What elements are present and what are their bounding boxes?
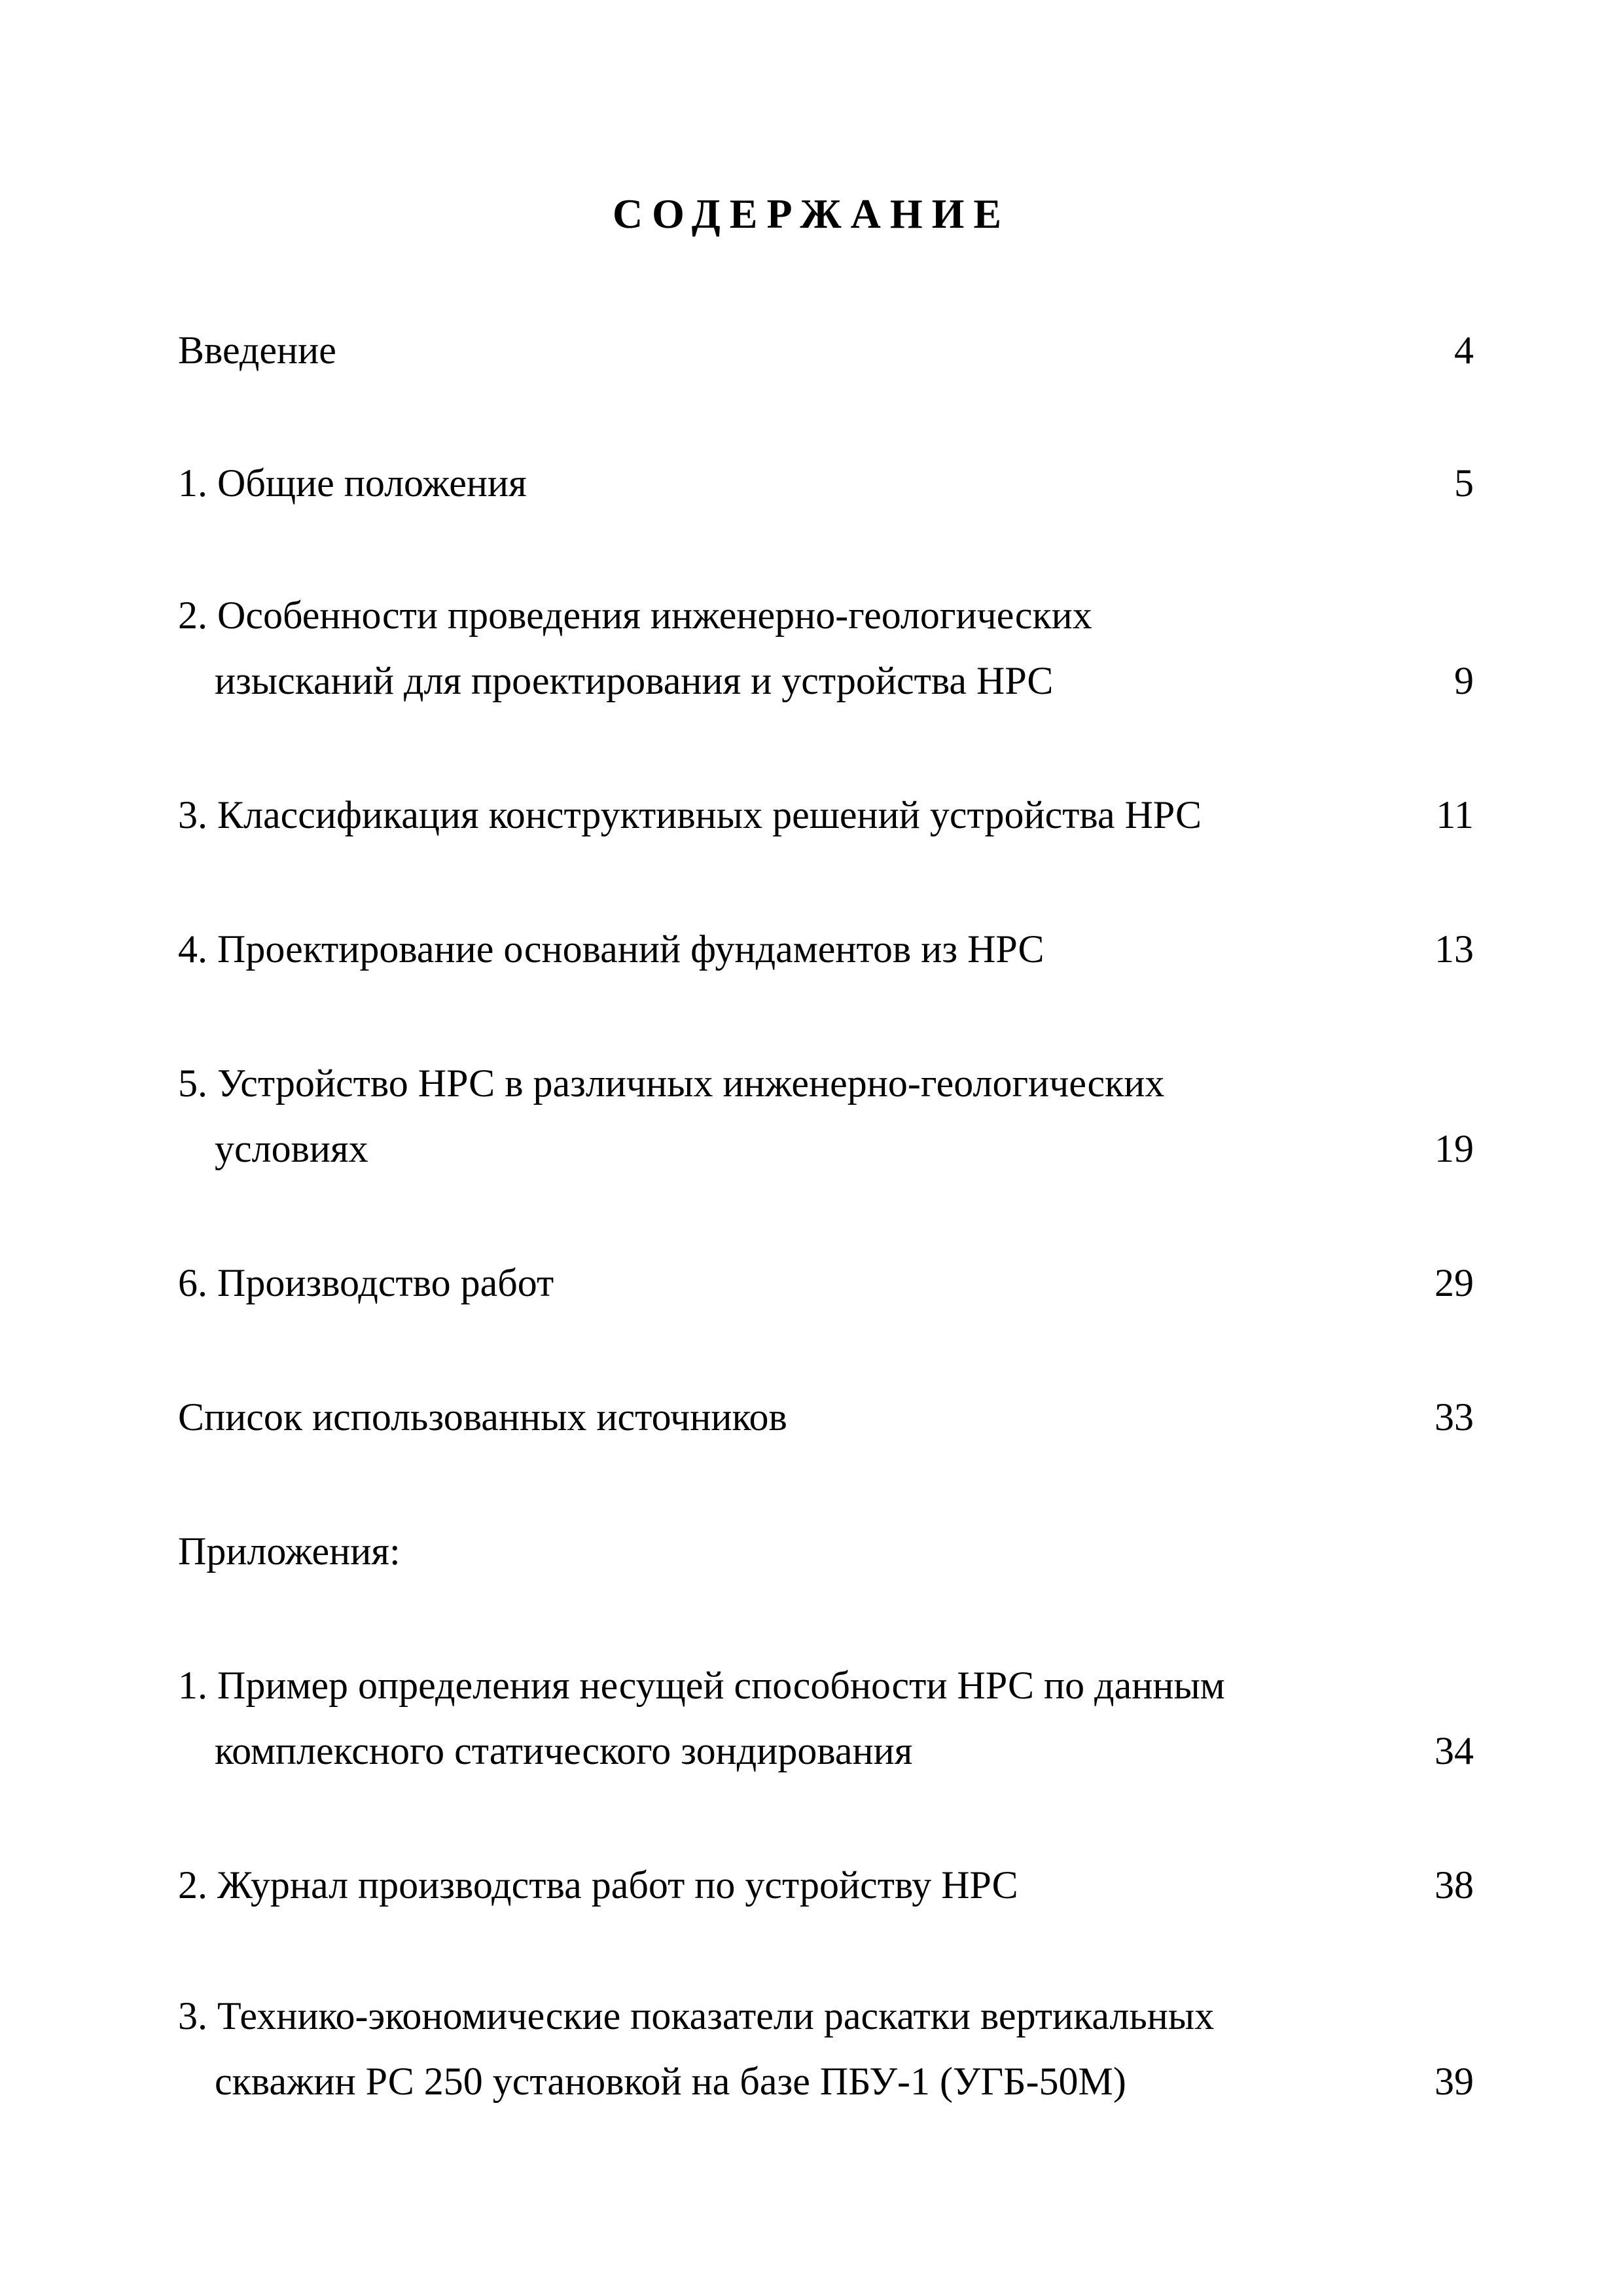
toc-entry-text: 5. Устройство НРС в различных инженерно-геологических <box>178 1062 1165 1105</box>
toc-entry-6 <box>178 1250 1474 1316</box>
toc-entry-introduction <box>178 317 1474 383</box>
appendix-heading: Приложения: <box>178 1530 401 1573</box>
page-title: СОДЕРЖАНИЕ <box>612 190 1011 237</box>
toc-entry-text: 1. Общие положения <box>178 461 527 505</box>
toc-entry-text-continued: условиях <box>215 1127 368 1170</box>
toc-entry-text: Список использованных источников <box>178 1395 787 1439</box>
toc-entry-text: 1. Пример определения несущей способности НРС по данным <box>178 1664 1225 1707</box>
toc-entry-text: 6. Производство работ <box>178 1261 554 1304</box>
toc-entry-references <box>178 1384 1474 1450</box>
toc-appendix-3 <box>178 1983 1474 2114</box>
toc-page-number: 29 <box>1435 1261 1474 1304</box>
toc-entry-text: 4. Проектирование оснований фундаментов из НРС <box>178 927 1044 971</box>
toc-entry-text: 2. Особенности проведения инженерно-геологических <box>178 594 1092 637</box>
toc-page-number: 33 <box>1435 1395 1474 1439</box>
toc-page-number: 9 <box>1454 659 1474 702</box>
toc-page-number: 34 <box>1435 1729 1474 1772</box>
toc-page-number: 13 <box>1435 927 1474 971</box>
toc-entry-text-continued: изысканий для проектирования и устройства НРС <box>215 659 1054 702</box>
toc-entry-text: Введение <box>178 329 336 372</box>
toc-appendix-2 <box>178 1852 1474 1918</box>
toc-entry-text: 2. Журнал производства работ по устройству НРС <box>178 1863 1018 1907</box>
toc-entry-text: 3. Классификация конструктивных решений устройства НРС <box>178 793 1202 836</box>
toc-page-number: 39 <box>1435 2060 1474 2103</box>
toc-page-number: 19 <box>1435 1127 1474 1170</box>
toc-entry-2 <box>178 583 1474 713</box>
toc-appendix-1 <box>178 1653 1474 1784</box>
toc-entry-5 <box>178 1050 1474 1181</box>
toc-entry-text-continued: скважин РС 250 установкой на базе ПБУ-1 (УГБ-50М) <box>215 2060 1126 2103</box>
toc-page-number: 38 <box>1435 1863 1474 1907</box>
toc-page-number: 4 <box>1454 329 1474 372</box>
toc-entry-text: 3. Технико-экономические показатели раскатки вертикальных <box>178 1994 1215 2037</box>
toc-entry-4 <box>178 916 1474 982</box>
toc-entry-3 <box>178 782 1474 848</box>
toc-entry-text-continued: комплексного статического зондирования <box>215 1729 913 1772</box>
toc-entry-1 <box>178 450 1474 516</box>
toc-page-number: 5 <box>1454 461 1474 505</box>
toc-page-number: 11 <box>1436 793 1474 836</box>
